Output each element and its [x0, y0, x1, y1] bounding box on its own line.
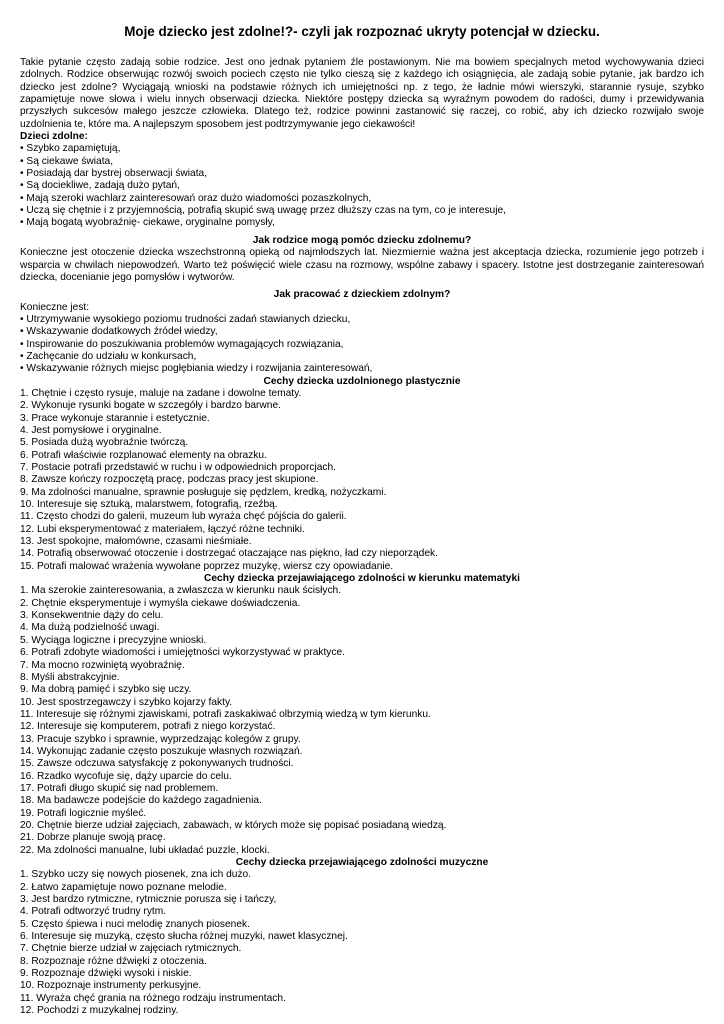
art-list-item: 3. Prace wykonuje starannie i estetycznie. [20, 412, 210, 424]
gifted-list-item: • Mają bogatą wyobraźnię- ciekawe, oryginalne pomysły, [20, 217, 275, 229]
music-list-item: 10. Rozpoznaje instrumenty perkusyjne. [20, 980, 202, 992]
music-list-item: 7. Chętnie bierze udział w zajęciach rytmicznych. [20, 943, 242, 955]
math-list-item: 1. Ma szerokie zainteresowania, a zwłaszcza w kierunku nauk ścisłych. [20, 585, 342, 597]
math-list-item: 10. Jest spostrzegawczy i szybko kojarzy fakty. [20, 696, 233, 708]
art-list-item: 13. Jest spokojne, małomówne, czasami nieśmiałe. [20, 536, 252, 548]
math-list-item: 13. Pracuje szybko i sprawnie, wyprzedzając kolegów z grupy. [20, 733, 301, 745]
math-list-item: 19. Potrafi logicznie myśleć. [20, 807, 147, 819]
math-list-item: 14. Wykonując zadanie często poszukuje własnych rozwiązań. [20, 745, 303, 757]
math-list-item: 11. Interesuje się różnymi zjawiskami, potrafi zaskakiwać olbrzymią wiedzą w tym kierunku. [20, 708, 431, 720]
gifted-list-item: • Mają szeroki wachlarz zainteresowań oraz dużo wiadomości pozaszkolnych, [20, 192, 372, 204]
math-list-item: 6. Potrafi zdobyte wiadomości i umiejętności wykorzystywać w praktyce. [20, 647, 345, 659]
music-list-item: 8. Rozpoznaje różne dźwięki z otoczenia. [20, 955, 207, 967]
art-list-item: 8. Zawsze kończy rozpoczętą pracę, podczas pracy jest skupione. [20, 474, 319, 486]
art-list-item: 6. Potrafi właściwie rozplanować elementy na obrazku. [20, 449, 267, 461]
gifted-list-item: • Są ciekawe świata, [20, 155, 114, 167]
music-list-item: 2. Łatwo zapamiętuje nowo poznane melodie. [20, 881, 227, 893]
music-list [20, 869, 704, 1017]
art-list-item: 12. Lubi eksperymentować z materiałem, łączyć różne techniki. [20, 523, 305, 535]
work-lead: Konieczne jest: [20, 301, 90, 313]
gifted-list-item: • Są dociekliwe, zadają dużo pytań, [20, 180, 180, 192]
gifted-heading: Dzieci zdolne: [20, 131, 88, 143]
math-list-item: 22. Ma zdolności manualne, lubi układać puzzle, klocki. [20, 844, 270, 856]
work-list [20, 314, 704, 376]
work-heading: Jak pracować z dzieckiem zdolnym? [273, 289, 451, 301]
math-list-item: 20. Chętnie bierze udział zajęciach, zabawach, w których może się popisać posiadaną wiedzą. [20, 819, 447, 831]
art-list-item: 5. Posiada dużą wyobraźnie twórczą. [20, 437, 189, 449]
help-heading: Jak rodzice mogą pomóc dziecku zdolnemu? [252, 234, 472, 246]
art-list-item: 2. Wykonuje rysunki bogate w szczegóły i bardzo barwne. [20, 400, 281, 412]
math-list-item: 7. Ma mocno rozwiniętą wyobraźnię. [20, 659, 185, 671]
gifted-list-item: • Uczą się chętnie i z przyjemnością, potrafią skupić swą uwagę przez dłuższy czas na tym, co je interesuje, [20, 205, 506, 217]
math-list-item: 5. Wyciąga logiczne i precyzyjne wnioski. [20, 634, 207, 646]
gifted-list [20, 143, 704, 229]
music-list-item: 6. Interesuje się muzyką, często słucha różnej muzyki, nawet klasycznej. [20, 931, 348, 943]
math-list-item: 9. Ma dobrą pamięć i szybko się uczy. [20, 684, 192, 696]
math-list-item: 21. Dobrze planuje swoją pracę. [20, 832, 166, 844]
music-list-item: 1. Szybko uczy się nowych piosenek, zna ich dużo. [20, 869, 252, 881]
math-heading: Cechy dziecka przejawiającego zdolności w kierunku matematyki [204, 573, 520, 585]
music-list-item: 4. Potrafi odtworzyć trudny rytm. [20, 906, 167, 918]
art-list-item: 10. Interesuje się sztuką, malarstwem, fotografią, rzeźbą. [20, 499, 278, 511]
art-list [20, 388, 704, 573]
art-list-item: 7. Postacie potrafi przedstawić w ruchu i w odpowiednich proporcjach. [20, 462, 336, 473]
help-paragraph: Konieczne jest otoczenie dziecka wszechstronną opieką od najmłodszych lat. Niezmiernie ważna jest akceptacja dziecka, rozumienie jego potrzeb i wsparcia w chwilach niepowodzeń. Warto też poświęcić wiele czasu na rozmowy, wspólne zabawy i spacery. Istotne jest dostrzeganie zainteresowań dziecka, docenianie jego pomysłów i wytworów. [20, 247, 704, 283]
math-list-item: 18. Ma badawcze podejście do każdego zagadnienia. [20, 795, 262, 807]
music-heading: Cechy dziecka przejawiającego zdolności muzyczne [235, 857, 489, 868]
math-list-item: 4. Ma dużą podzielność uwagi. [20, 622, 160, 634]
art-list-item: 4. Jest pomysłowe i oryginalne. [20, 424, 162, 436]
gifted-list-item: • Posiadają dar bystrej obserwacji świata, [20, 168, 208, 180]
work-list-item: • Wskazywanie różnych miejsc pogłębiania wiedzy i rozwijania zainteresowań, [20, 363, 373, 375]
math-list-item: 16. Rzadko wycofuje się, dąży uparcie do celu. [20, 770, 232, 782]
art-list-item: 15. Potrafi malować wrażenia wywołane poprzez muzykę, wiersz czy opowiadanie. [20, 560, 394, 572]
art-heading: Cechy dziecka uzdolnionego plastycznie [263, 375, 461, 387]
music-list-item: 5. Często śpiewa i nuci melodię znanych piosenek. [20, 918, 250, 930]
art-list-item: 9. Ma zdolności manualne, sprawnie posługuje się pędzlem, kredką, nożyczkami. [20, 486, 387, 498]
music-list-item: 9. Rozpoznaje dźwięki wysoki i niskie. [20, 968, 192, 980]
art-list-item: 11. Często chodzi do galerii, muzeum lub wyraża chęć pójścia do galerii. [20, 511, 347, 523]
math-list-item: 15. Zawsze odczuwa satysfakcję z pokonywanych trudności. [20, 758, 294, 770]
work-list-item: • Wskazywanie dodatkowych źródeł wiedzy, [20, 326, 218, 338]
art-list-item: 1. Chętnie i często rysuje, maluje na zadane i dowolne tematy. [20, 387, 302, 399]
document-title: Moje dziecko jest zdolne!?- czyli jak rozpoznać ukryty potencjał w dziecku. [124, 24, 600, 39]
work-list-item: • Inspirowanie do poszukiwania problemów wymagających rozwiązania, [20, 338, 344, 350]
math-list-item: 8. Myśli abstrakcyjnie. [20, 671, 120, 683]
music-list-item: 3. Jest bardzo rytmiczne, rytmicznie porusza się i tańczy, [20, 894, 277, 906]
work-list-item: • Utrzymywanie wysokiego poziomu trudności zadań stawianych dziecku, [20, 313, 351, 325]
math-list-item: 3. Konsekwentnie dąży do celu. [20, 610, 164, 622]
music-list-item: 12. Pochodzi z muzykalnej rodziny. [20, 1005, 179, 1017]
math-list-item: 17. Potrafi długo skupić się nad problemem. [20, 782, 219, 794]
math-list-item: 2. Chętnie eksperymentuje i wymyśla ciekawe doświadczenia. [20, 597, 301, 609]
math-list [20, 585, 704, 857]
music-list-item: 11. Wyraża chęć grania na różnego rodzaju instrumentach. [20, 992, 286, 1004]
gifted-list-item: • Szybko zapamiętują, [20, 143, 121, 155]
art-list-item: 14. Potrafią obserwować otoczenie i dostrzegać otaczające nas piękno, ład czy nieporządek. [20, 548, 438, 560]
intro-paragraph: Takie pytanie często zadają sobie rodzice. Jest ono jednak pytaniem źle postawionym. Nie ma bowiem specjalnych metod wychowywania dzieci zdolnych. Rodzice obserwując rozwój swoich pociech często nie tylko cieszą się z każdego ich osiągnięcia, ale zadają sobie pytanie, jak bardzo ich dziecko jest zdolne? Wyciągają wnioski na podstawie różnych ich umiejętności np. z tego, że ładnie mówi wierszyki, starannie rysuje, szybko zapamiętuje nowe słowa i wielu innych obserwacji dziecka. Niektóre postępy dziecka są wyraźnym powodem do radości, dumy i przewidywania przyszłych sukcesów małego jeszcze człowieka. Dlatego też, rodzice powinni zastanowić się raczej, co robić, aby ich dziecko rozwijało swoje uzdolnienia te, które ma. A najlepszym sposobem jest podtrzymywanie jego ciekawości! [20, 57, 704, 130]
work-list-item: • Zachęcanie do udziału w konkursach, [20, 350, 197, 362]
math-list-item: 12. Interesuje się komputerem, potrafi z niego korzystać. [20, 721, 276, 733]
